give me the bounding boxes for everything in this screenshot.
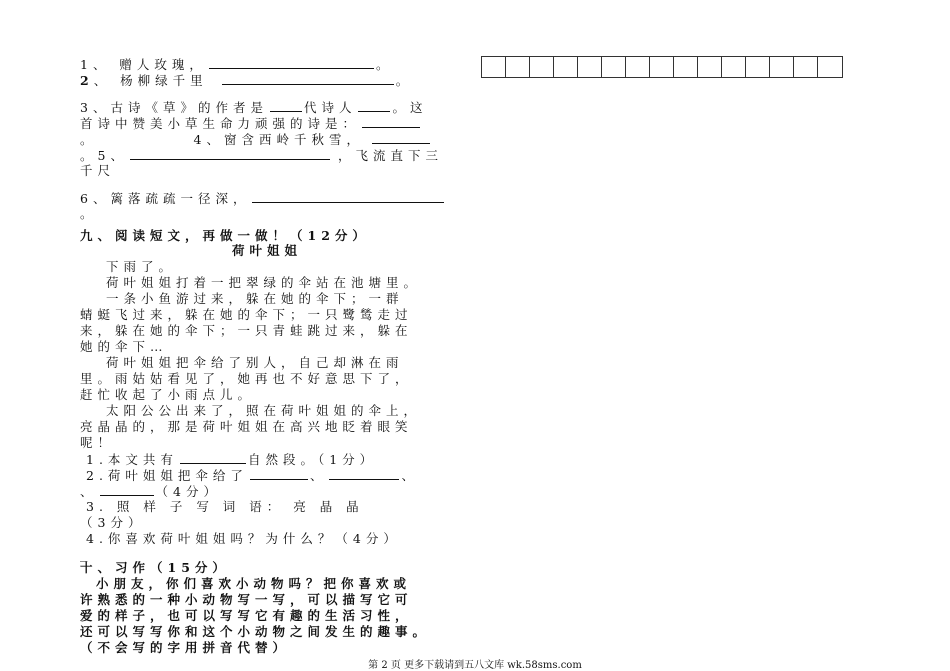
story-paragraph: 一条小鱼游过来，躲在她的伞下；一群 <box>106 291 404 306</box>
grid-cell[interactable] <box>674 57 698 77</box>
question-2-line-2 <box>80 483 221 500</box>
question-3-text-3: 。这 <box>392 100 428 115</box>
writing-grid <box>481 56 843 78</box>
question-1-text: 1.本文共有 <box>86 452 178 467</box>
grid-cell[interactable] <box>578 57 602 77</box>
question-5-line-2 <box>80 163 115 179</box>
grid-cell[interactable] <box>650 57 674 77</box>
grid-cell[interactable] <box>746 57 770 77</box>
question-3-line <box>80 99 428 116</box>
story-line: 她的伞下… <box>80 339 168 354</box>
answer-blank[interactable] <box>362 115 420 128</box>
story-line: 赶忙收起了小雨点儿。 <box>80 387 256 402</box>
separator: 、 <box>80 484 98 499</box>
separator: 、 <box>309 468 328 483</box>
page-footer: 第 2 页 更多下载请到五八文库 wk.58sms.com <box>368 660 582 671</box>
question-2-line <box>86 467 419 484</box>
question-1-line <box>86 451 377 468</box>
answer-blank[interactable] <box>180 451 246 464</box>
section-10-title: 十、习作（15分） <box>80 560 230 575</box>
story-line: 呢！ <box>80 435 116 450</box>
story-paragraph: 荷叶姐姐打着一把翠绿的伞站在池塘里。 <box>106 275 422 290</box>
answer-blank[interactable] <box>250 467 308 480</box>
writing-prompt-line: 还可以写写你和这个小动物之间发生的趣事。 <box>80 624 431 639</box>
answer-blank[interactable] <box>100 483 154 496</box>
grid-cell[interactable] <box>722 57 746 77</box>
grid-cell[interactable] <box>482 57 506 77</box>
grid-cell[interactable] <box>554 57 578 77</box>
question-2-score: （4分） <box>155 484 221 499</box>
question-5-num: 。5、 <box>80 148 128 163</box>
story-paragraph: 太阳公公出来了，照在荷叶姐姐的伞上， <box>106 403 422 418</box>
grid-cell[interactable] <box>626 57 650 77</box>
question-4-text: 4、窗含西岭千秋雪， <box>193 132 364 147</box>
period: 。 <box>80 132 98 147</box>
poem-line-2-text: 、 杨柳绿千里 <box>93 73 208 88</box>
question-6-text: 6、篱落疏疏一径深， <box>80 191 251 206</box>
grid-cell[interactable] <box>530 57 554 77</box>
question-3-text-2: 代诗人 <box>303 100 357 115</box>
period: 。 <box>80 206 98 221</box>
grid-cell[interactable] <box>698 57 722 77</box>
question-3-line-2 <box>80 115 422 132</box>
question-3-line-2-text: 首诗中赞美小草生命力顽强的诗是： <box>80 116 361 131</box>
story-title: 荷叶姐姐 <box>232 243 303 258</box>
answer-dash: _ <box>80 547 92 562</box>
answer-blank[interactable] <box>222 72 394 85</box>
answer-blank[interactable] <box>372 131 430 144</box>
answer-blank[interactable] <box>329 467 399 480</box>
question-3-score: （3分） <box>80 515 146 530</box>
grid-cell[interactable] <box>602 57 626 77</box>
story-line: 来，躲在她的伞下；一只青蛙跳过来，躲在 <box>80 323 413 338</box>
answer-blank[interactable] <box>252 190 444 203</box>
question-5-text-2: 千尺 <box>80 163 116 178</box>
answer-blank[interactable] <box>270 99 302 112</box>
grid-cell[interactable] <box>506 57 530 77</box>
writing-prompt-line: 爱的样子，也可以写写它有趣的生活习性， <box>80 608 413 623</box>
writing-prompt-line: 许熟悉的一种小动物写一写，可以描写它可 <box>80 592 413 607</box>
period: 。 <box>375 57 394 72</box>
poem-line-2 <box>80 72 413 89</box>
story-line: 里。雨姑姑看见了，她再也不好意思下了， <box>80 371 413 386</box>
separator: 、 <box>401 468 419 483</box>
question-1-text-2: 自然段。（1分） <box>247 452 378 467</box>
question-4-prompt: 4.你喜欢荷叶姐姐吗？为什么？（4分） <box>86 531 401 546</box>
question-5-line <box>80 147 443 164</box>
question-6-line <box>80 190 446 207</box>
question-6-line-2 <box>80 206 98 222</box>
grid-cell[interactable] <box>818 57 842 77</box>
section-9-title: 九、阅读短文，再做一做！（12分） <box>80 228 370 243</box>
answer-blank[interactable] <box>358 99 390 112</box>
story-paragraph: 荷叶姐姐把伞给了别人，自己却淋在雨 <box>106 355 404 370</box>
question-5-text: ，飞流直下三 <box>337 148 443 163</box>
grid-cell[interactable] <box>770 57 794 77</box>
item-number: 2 <box>80 73 94 88</box>
story-paragraph: 下雨了。 <box>106 259 177 274</box>
answer-blank[interactable] <box>130 147 330 160</box>
period: 。 <box>395 73 414 88</box>
answer-blank[interactable] <box>209 56 374 69</box>
writing-prompt-line: （不会写的字用拼音代替） <box>80 640 291 655</box>
question-3-text: 3、古诗《草》的作者是 <box>80 100 268 115</box>
grid-cell[interactable] <box>794 57 818 77</box>
question-2-text: 2.荷叶姐姐把伞给了 <box>86 468 248 483</box>
poem-line-1-text: 1、 赠人玫瑰， <box>80 57 207 72</box>
story-line: 蜻蜓飞过来，躲在她的伞下；一只鹭鸶走过 <box>80 307 413 322</box>
story-line: 亮晶晶的，那是荷叶姐姐在高兴地眨着眼笑 <box>80 419 413 434</box>
question-4-line <box>80 131 432 148</box>
poem-line-1 <box>80 56 393 73</box>
question-3-prompt: 3. 照 样 子 写 词 语： 亮 晶 晶 <box>86 499 364 514</box>
writing-prompt-line: 小朋友，你们喜欢小动物吗？把你喜欢或 <box>96 576 412 591</box>
